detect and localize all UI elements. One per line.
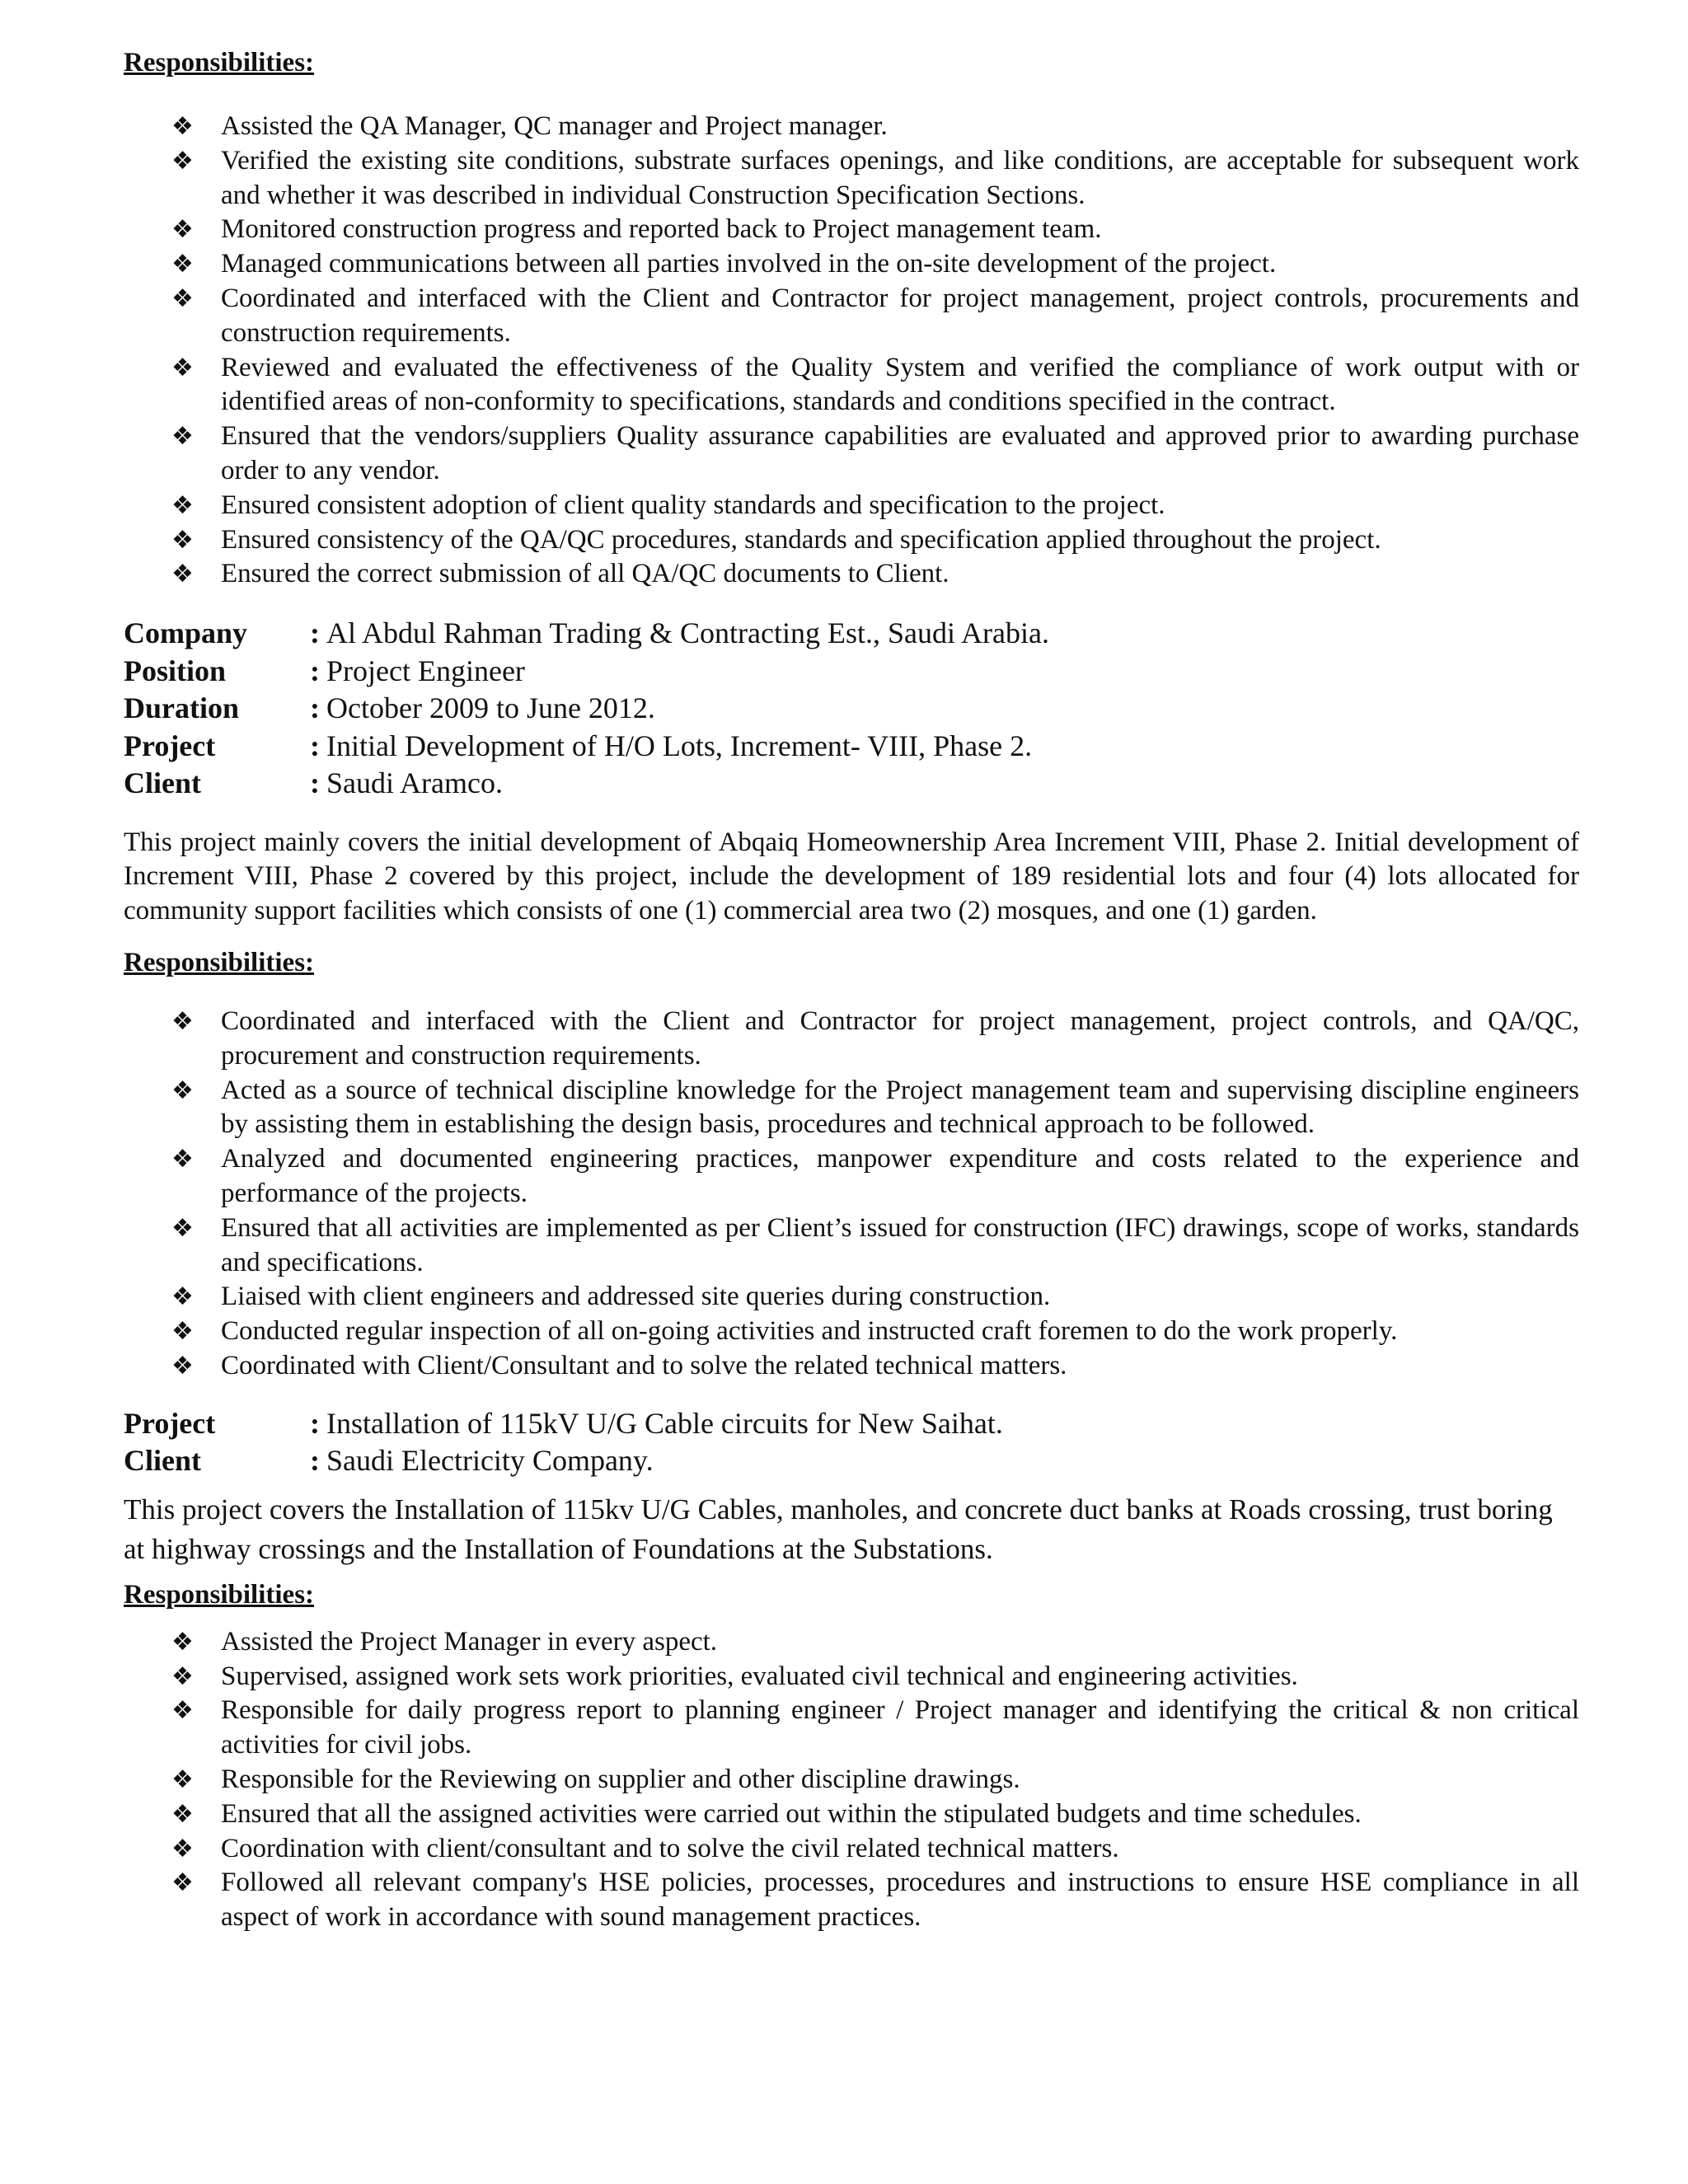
list-item: ❖ Responsible for daily progress report to planning engineer / Project manager and identifying the critical & non critical activities for civil jobs. (171, 1695, 1579, 1760)
list-item: ❖ Ensured consistency of the QA/QC procedures, standards and specification applied throughout the project. (221, 523, 1579, 558)
bullet-icon: ❖ (171, 1007, 194, 1037)
list-item: ❖ Reviewed and evaluated the effectiveness of the Quality System and verified the compliance of work output with or identified areas of non-conformity to specifications, standards and conditions specified in the contract. (171, 352, 1579, 417)
list-item: ❖ Coordinated and interfaced with the Client and Contractor for project management, project controls, procurements and construction requirements. (171, 283, 1579, 348)
project-value: Initial Development of H/O Lots, Increment- VIII, Phase 2. (326, 729, 1033, 762)
bullet-icon: ❖ (171, 560, 194, 589)
bullet-icon: ❖ (171, 1145, 194, 1174)
list-item: ❖ Monitored construction progress and reported back to Project management team. (221, 213, 1579, 247)
field-label: Position (124, 654, 227, 687)
list-item: ❖ Verified the existing site conditions, substrate surfaces openings, and like conditions, are acceptable for subsequent work and whether it was described in individual Construction Specification Sections. (171, 145, 1579, 210)
list-item: ❖ Liaised with client engineers and addressed site queries during construction. (221, 1280, 1579, 1315)
bullet-icon: ❖ (171, 1627, 194, 1657)
position-row: Position : Project Engineer (124, 653, 1579, 691)
bullet-icon: ❖ (171, 112, 194, 141)
bullet-icon: ❖ (171, 1352, 194, 1381)
bullet-icon: ❖ (171, 1799, 194, 1829)
company-value: Al Abdul Rahman Trading & Contracting Est., Saudi Arabia. (326, 616, 1049, 650)
list-item: ❖ Ensured that all the assigned activities were carried out within the stipulated budgets and time schedules. (221, 1797, 1579, 1832)
list-item: ❖ Assisted the QA Manager, QC manager and Project manager. (221, 110, 1579, 144)
project-description-1: This project mainly covers the initial development of Abqaiq Homeownership Area Increment VIII, Phase 2. Initial development of Increment VIII, Phase 2 covered by this project, include the development of 189 residential lots and four (4) lots allocated for community support facilities which consists of one (1) commercial area two (2) mosques, and one (1) garden. (124, 827, 1579, 926)
list-item: ❖ Ensured the correct submission of all QA/QC documents to Client. (221, 557, 1579, 592)
list-item: ❖ Coordination with client/consultant and to solve the civil related technical matters. (221, 1832, 1579, 1867)
bullet-icon: ❖ (171, 1834, 194, 1863)
project2-info-block (124, 1405, 1579, 1480)
bullet-icon: ❖ (171, 353, 194, 382)
list-item: ❖ Analyzed and documented engineering practices, manpower expenditure and costs related to the experience and performance of the projects. (171, 1144, 1579, 1209)
field-label: Project (124, 1406, 216, 1440)
project-row: Project : Initial Development of H/O Lots, Increment- VIII, Phase 2. (124, 728, 1579, 766)
job-info-block (124, 615, 1579, 803)
bullet-icon: ❖ (171, 490, 194, 520)
bullet-icon: ❖ (171, 525, 194, 555)
field-label: Client (124, 1444, 201, 1478)
field-label: Client (124, 766, 201, 800)
bullet-icon: ❖ (171, 1868, 194, 1898)
list-item: ❖ Assisted the Project Manager in every aspect. (221, 1625, 1579, 1660)
bullet-icon: ❖ (171, 1696, 194, 1726)
field-label: Project (124, 729, 216, 762)
project-value: Installation of 115kV U/G Cable circuits for New Saihat. (326, 1406, 1003, 1440)
bullet-icon: ❖ (171, 1213, 194, 1243)
responsibilities-list-1 (124, 110, 1579, 592)
field-label: Company (124, 616, 248, 650)
document-page (124, 45, 1579, 1935)
list-item: ❖ Ensured that the vendors/suppliers Quality assurance capabilities are evaluated and approved prior to awarding purchase order to any vendor. (171, 421, 1579, 485)
responsibilities-list-3 (124, 1625, 1579, 1935)
list-item: ❖ Followed all relevant company's HSE policies, processes, procedures and instructions to ensure HSE compliance in all aspect of work in accordance with sound management practices. (171, 1868, 1579, 1933)
position-value: Project Engineer (326, 654, 525, 687)
bullet-icon: ❖ (171, 1765, 194, 1794)
list-item: ❖ Supervised, assigned work sets work priorities, evaluated civil technical and engineering activities. (221, 1660, 1579, 1694)
list-item: ❖ Ensured that all activities are implemented as per Client’s issued for construction (IFC) drawings, scope of works, standards and specifications. (171, 1212, 1579, 1277)
bullet-icon: ❖ (171, 422, 194, 452)
responsibilities-heading-3: Responsibilities: (124, 1579, 315, 1610)
bullet-icon: ❖ (171, 284, 194, 313)
responsibilities-heading-1: Responsibilities: (124, 48, 315, 77)
list-item: ❖ Acted as a source of technical discipline knowledge for the Project management team and supervising discipline engineers by assisting them in establishing the design basis, procedures and technical approach to be followed. (171, 1075, 1579, 1140)
bullet-icon: ❖ (171, 250, 194, 279)
bullet-icon: ❖ (171, 146, 194, 176)
field-label: Duration (124, 691, 240, 725)
duration-value: October 2009 to June 2012. (326, 691, 655, 725)
responsibilities-heading-2: Responsibilities: (124, 948, 315, 978)
company-row: Company : Al Abdul Rahman Trading & Contracting Est., Saudi Arabia. (124, 615, 1579, 653)
client-value: Saudi Aramco. (326, 766, 503, 800)
client-value: Saudi Electricity Company. (326, 1444, 654, 1478)
project-row: Project : Installation of 115kV U/G Cable circuits for New Saihat. (124, 1405, 1579, 1443)
client-row: Client : Saudi Aramco. (124, 765, 1579, 803)
list-item: ❖ Managed communications between all parties involved in the on-site development of the project. (221, 247, 1579, 282)
list-item: ❖ Coordinated with Client/Consultant and to solve the related technical matters. (221, 1349, 1579, 1384)
bullet-icon: ❖ (171, 215, 194, 245)
list-item: ❖ Coordinated and interfaced with the Client and Contractor for project management, project controls, and QA/QC, procurement and construction requirements. (171, 1006, 1579, 1071)
bullet-icon: ❖ (171, 1661, 194, 1691)
list-item: ❖ Responsible for the Reviewing on supplier and other discipline drawings. (221, 1763, 1579, 1797)
responsibilities-list-2 (124, 1005, 1579, 1384)
list-item: ❖ Conducted regular inspection of all on-going activities and instructed craft foremen to do the work properly. (221, 1315, 1579, 1349)
bullet-icon: ❖ (171, 1076, 194, 1105)
bullet-icon: ❖ (171, 1282, 194, 1312)
duration-row: Duration : October 2009 to June 2012. (124, 690, 1579, 728)
bullet-icon: ❖ (171, 1317, 194, 1347)
project-description-2: This project covers the Installation of 115kv U/G Cables, manholes, and concrete duct banks at Roads crossing, trust boring at highway crossings and the Installation of Foundations at the Substations. (124, 1493, 1553, 1565)
client-row: Client : Saudi Electricity Company. (124, 1442, 1579, 1480)
list-item: ❖ Ensured consistent adoption of client quality standards and specification to the project. (221, 489, 1579, 523)
